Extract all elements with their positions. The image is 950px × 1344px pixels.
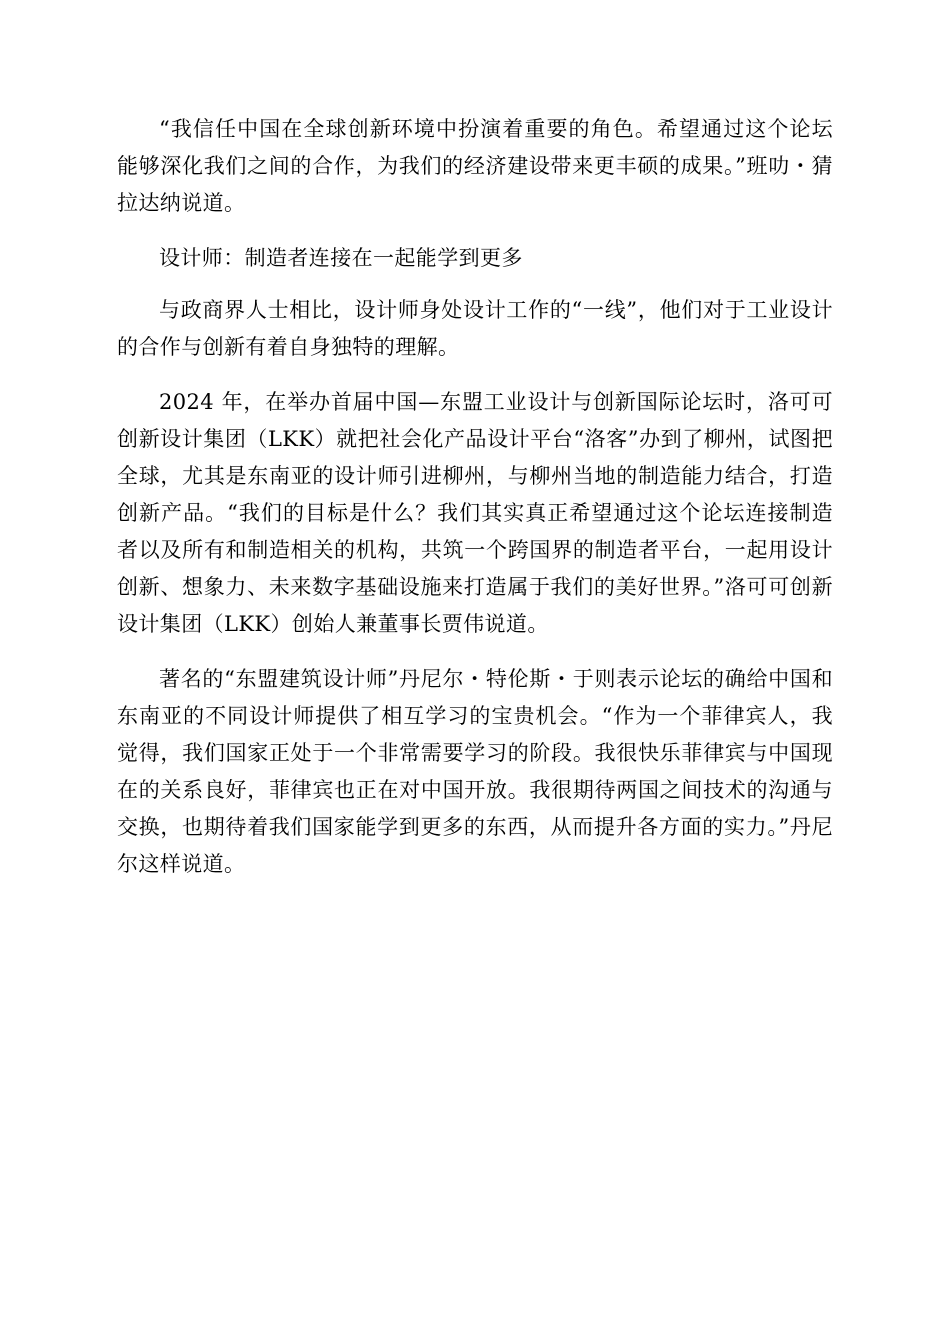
body-paragraph: 著名的“东盟建筑设计师”丹尼尔・特伦斯・于则表示论坛的确给中国和东南亚的不同设计师提供了相互学习的宝贵机会。“作为一个菲律宾人，我觉得，我们国家正处于一个非常需要学习的阶段。我很快乐菲律宾与中国现在的关系良好，菲律宾也正在对中国开放。我很期待两国之间技术的沟通与交换，也期待着我们国家能学到更多的东西，从而提升各方面的实力。”丹尼尔这样说道。 [117, 667, 833, 876]
body-paragraph: 2024 年，在举办首届中国—东盟工业设计与创新国际论坛时，洛可可创新设计集团（LKK）就把社会化产品设计平台“洛客”办到了柳州，试图把全球，尤其是东南亚的设计师引进柳州，与柳州当地的制造能力结合，打造创新产品。“我们的目标是什么？我们其实真正希望通过这个论坛连接制造者以及所有和制造相关的机构，共筑一个跨国界的制造者平台，一起用设计创新、想象力、未来数字基础设施来打造属于我们的美好世界。”洛可可创新设计集团（LKK）创始人兼董事长贾伟说道。 [117, 390, 833, 636]
section-heading: 设计师：制造者连接在一起能学到更多 [159, 246, 523, 270]
document-page [117, 111, 833, 901]
quote-paragraph: “我信任中国在全球创新环境中扮演着重要的角色。希望通过这个论坛能够深化我们之间的合作，为我们的经济建设带来更丰硕的成果。”班叻・猜拉达纳说道。 [117, 117, 833, 215]
body-paragraph: 与政商界人士相比，设计师身处设计工作的“一线”，他们对于工业设计的合作与创新有着自身独特的理解。 [117, 298, 833, 359]
